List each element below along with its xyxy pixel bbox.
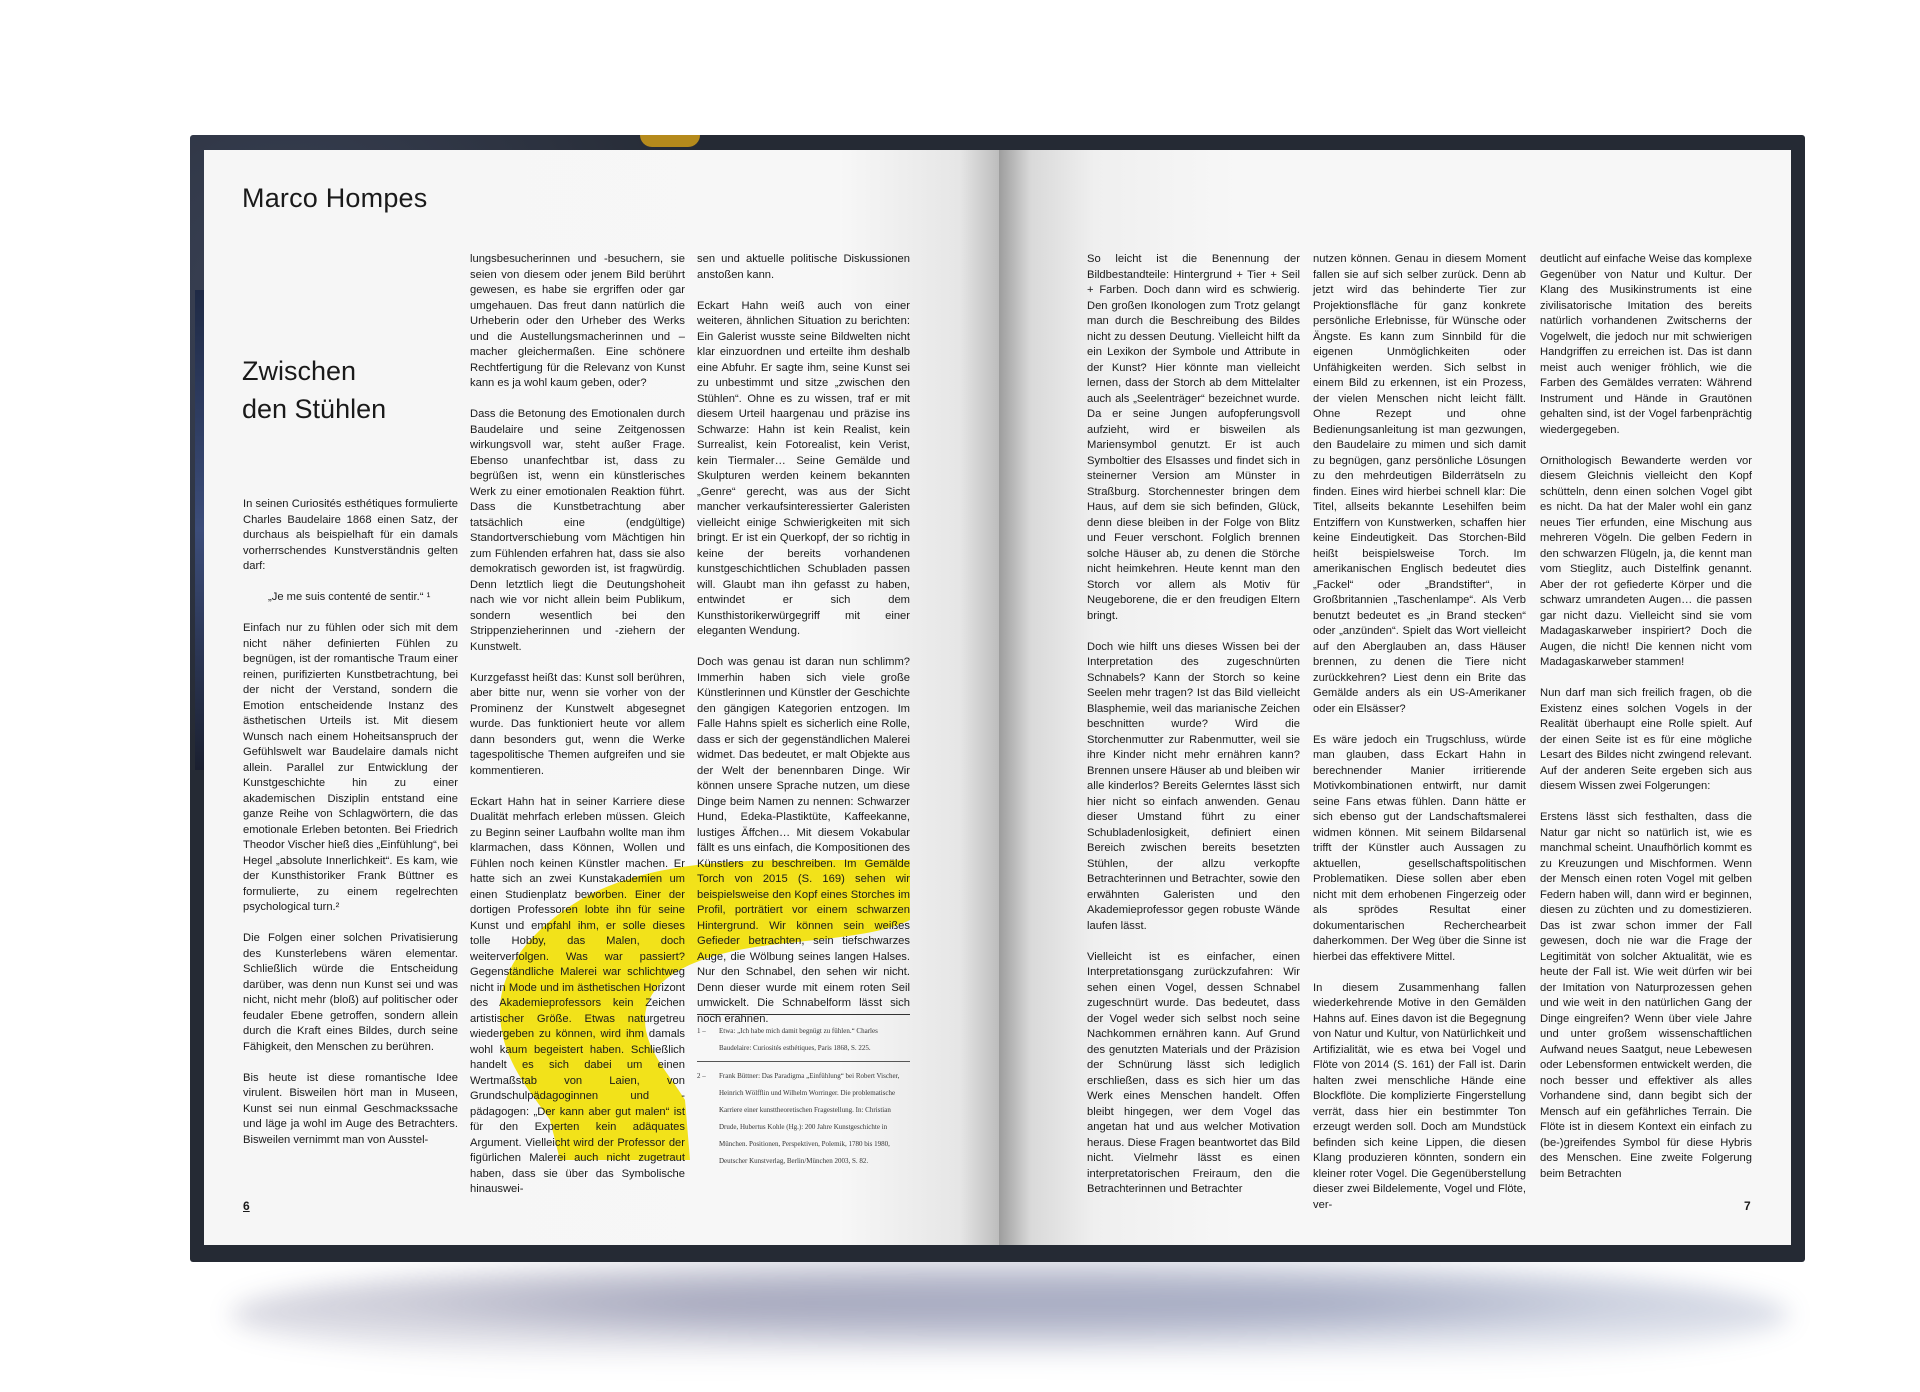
paragraph: In seinen Curiosités esthétiques formulierte Charles Baudelaire 1868 einen Satz, der durchaus als beispielhaft für ein damals vorherrschendes Kunstverständnis gelten darf:	[243, 498, 458, 572]
paragraph: Dass die Betonung des Emotionalen durch Baudelaire und seine Zeitgenossen wirkungsvoll war, steht außer Frage. Ebenso unanfechtbar ist, dass zu begrüßen ist, wenn ein künstlerisches Werk zu einer emotionalen Reaktion führt. Dass die Kunstbetrachtung aber tatsächlich eine (endgültige) Standortverschiebung vom Mächtigen hin zum Fühlenden erfahren hat, dass sie also demokratisch geworden ist, ist fragwürdig. Denn letztlich liegt die Deutungshoheit nach wie vor nicht allein beim Publikum, sondern wesentlich bei den Strippenzieherinnen und -ziehern der Kunstwelt.	[470, 408, 685, 653]
footnote-divider	[697, 1061, 910, 1062]
page-number-right: 7	[1744, 1199, 1751, 1213]
paragraph: Eckart Hahn hat in seiner Karriere diese Dualität mehrfach erleben müssen. Gleich zu Beginn seiner Laufbahn wollte man ihm klarmachen, dass Können, Wollen und Fühlen noch keinen Künstler machen. Er hatte sich an zwei Kunstakademien um einen Studienplatz beworben. Einer der dortigen Professoren lobte ihn für seine Kunst und empfahl ihm, er solle dieses tolle Hobby, das Malen, doch weiterverfolgen. Was war passiert? Gegenständliche Malerei war schlichtweg nicht in Mode und im ästhetischen Horizont des Akademieprofessors kein Zeichen artistischer Größe. Etwas naturgetreu wiedergeben zu können, wird ihm damals wohl kaum begeistert haben. Schließlich handelt es sich dabei um einen Wertmaßstab von Laien, von Grundschulpädagoginnen und -pädagogen: „Der kann aber gut malen“ ist für den Experten kein adäquates Argument. Vielleicht wird der Professor der figürlichen Malerei auch nicht zugetraut haben, dass sie über das Symbolische hinauswei-	[470, 795, 685, 1195]
paragraph: Bis heute ist diese romantische Idee virulent. Bisweilen hört man in Museen, Kunst sei nun einmal Geschmackssache und läge ja wohl im Auge des Betrachters. Bisweilen vernimmt man von Ausstel-	[243, 1071, 458, 1146]
paragraph: Kurzgefasst heißt das: Kunst soll berühren, aber bitte nur, wenn sie vorher von der Prominenz der Kunstwelt abgesegnet wurde. Das funktioniert heute vor allem dann besonders gut, wenn die Werke tagespolitische Themen aufgreifen und sie kommentieren.	[470, 671, 685, 777]
author-name: Marco Hompes	[242, 183, 428, 213]
footnote-rule	[697, 1014, 910, 1015]
text-column-4	[1087, 252, 1300, 1213]
footnote	[697, 1023, 910, 1057]
article-title	[242, 352, 386, 428]
text-column-2	[470, 252, 685, 1213]
title-line-2: den Stühlen	[242, 394, 387, 424]
page-number-left: 6	[243, 1199, 250, 1213]
paragraph: Nun darf man sich freilich fragen, ob die Existenz eines solchen Vogels in der Realität überhaupt eine Rolle spielt. Auf der einen Seite ist es für eine mögliche Lesart des Bildes nicht zwingend relevant. Auf der anderen Seite ergeben sich aus diesem Wissen zwei Folgerungen:	[1540, 687, 1752, 792]
book-shadow	[230, 1255, 1790, 1375]
text-column-3	[697, 252, 910, 1043]
footnote-number: 1 –	[697, 1027, 706, 1035]
paragraph: lungsbesucherinnen und -besuchern, sie seien von diesem oder jenem Bild berührt gewesen, es habe sie ergriffen oder gar umgehauen. Das freut dann natürlich die Urheberin oder den Urheber des Werks und die Austellungsmacherinnen und – macher gleichermaßen. Eine schönere Rechtfertigung für die Relevanz von Kunst kann es ja wohl kaum geben, oder?	[470, 253, 685, 389]
footnote-number: 2 –	[697, 1072, 706, 1080]
paragraph: deutlicht auf einfache Weise das komplexe Gegenüber von Natur und Kultur. Der Klang des Musikinstruments ist eine zivilisatorische Imitation des bereits natürlich vorhandenen Zwitscherns der Vogelwelt, die jedoch nur mit schwierigen Handgriffen zu erreichen ist. Das ist dann meist auch weniger fröhlich, wie die Farben des Gemäldes verraten: Während Instrument und Hände in Grautönen gehalten sind, ist der Vogel farbenprächtig wiedergegeben.	[1540, 253, 1752, 436]
paragraph: In diesem Zusammenhang fallen wiederkehrende Motive in den Gemälden Hahns auf. Eines davon ist die Begegnung von Natur und Kultur, von Natürlichkeit und Artifizialität, wie es etwa bei Vogel und Flöte von 2014 (S. 161) der Fall ist. Darin halten zwei menschliche Hände eine Blockflöte. Die komplizierte Fingerstellung verrät, dass hier ein bestimmter Ton erzeugt werden soll. Doch am Mundstück befinden sich keine Lippen, die diesen Klang produzieren könnten, sondern ein kleiner roter Vogel. Die Gegenüberstellung dieser zwei Bildelemente, Vogel und Flöte, ver-	[1313, 981, 1526, 1211]
cover-artwork-accent	[640, 135, 700, 147]
paragraph: Eckart Hahn weiß auch von einer weiteren, ähnlichen Situation zu berichten: Ein Galerist wusste seine Bildwelten nicht klar einzuordnen und erteilte ihm deshalb eine Abfuhr. Er sagte ihm, seine Kunst sei zu unbestimmt und sitze „zwischen den Stühlen“. Ohne es zu wissen, traf er mit diesem Urteil haargenau und präzise ins Schwarze: Hahn ist kein Realist, kein Surrealist, kein Fotorealist, kein Verist, kein Tiermaler… Seine Gemälde und Skulpturen werden keinem bekannten „Genre“ gerecht, was aus der Sicht mancher verkaufsinteressierter Galeristen vielleicht einige Schwierigkeiten mit sich bringt. Er ist ein Querkopf, der so richtig in keine der bereits vorhandenen kunstgeschichtlichen Schubladen passen will. Glaubt man ihn gefasst zu haben, entwindet er sich dem Kunsthistorikerwürgegriff mit einer eleganten Wendung.	[697, 299, 910, 637]
text-column-5	[1313, 252, 1526, 1229]
text-column-6	[1540, 252, 1752, 1198]
paragraph: Die Folgen einer solchen Privatisierung des Kunsterlebens wären elementar. Schließlich würde die Entscheidung darüber, was denn nun Kunst sei und was nicht, nicht mehr (bloß) auf politischer oder feudaler Ebene getroffen, sondern allein durch die Kraft eines Bildes, durch seine Fähigkeit, den Menschen zu berühren.	[243, 932, 458, 1053]
footnote	[697, 1068, 910, 1170]
paragraph: So leicht ist die Benennung der Bildbestandteile: Hintergrund + Tier + Seil + Farben. Doch dann wird es schwierig. Den großen Ikonologen zum Trotz gelangt man durch die Beschreibung des Bildes nicht zu dessen Deutung. Vielleicht hilft da ein Lexikon der Symbole und Attribute in der Kunst? Hier könnte man vielleicht lernen, dass der Storch ab dem Mittelalter auch als „Seelenträger“ bezeichnet wurde. Da er seine Jungen aufopferungsvoll aufzieht, wird er bisweilen als Mariensymbol genutzt. Er ist auch Symboltier des Elsasses und findet sich in steinerner Version am Münster in Straßburg. Storchennester bringen dem Haus, auf dem sie sich befinden, Glück, denn diese bleiben in der Folge von Blitz und Feuer verschont. Folglich brennen solche Häuser ab, zu denen die Störche nicht heimkehren. Heute kennt man den Storch vor allem als Motiv für Neugeborene, die er den freudigen Eltern bringt.	[1087, 253, 1300, 622]
title-line-1: Zwischen	[242, 356, 357, 386]
paragraph: nutzen können. Genau in diesem Moment fallen sie auf sich selber zurück. Denn ab jetzt wird das behinderte Tier zur Projektionsfläche für ganz konkrete persönliche Erlebnisse, für Wünsche oder Ängste. Es kann zum Sinnbild für die eigenen Unmöglichkeiten oder Unfähigkeiten werden. Sich selbst in einem Bild zu erkennen, ist ein Prozess, der vielen Menschen nicht leicht fällt. Ohne Rezept und ohne Bedienungsanleitung ist man gezwungen, den Baudelaire zu mimen und sich damit zu begnügen, ganz persönliche Lösungen zu den mehrdeutigen Bilderrätseln zu finden. Eines wird hierbei schnell klar: Die Titel, allseits bekannte Lesehilfen beim Entziffern von Kunstwerken, schaffen hier keine Eindeutigkeit. Das Storchen-Bild heißt beispielsweise Torch. Im amerikanischen Englisch bedeutet dies „Fackel“ oder „Brandstifter“, in Großbritannien „Taschenlampe“. Als Verb benutzt bedeutet es „in Brand stecken“ oder „anzünden“. Spielt das Wort vielleicht auf den Aberglauben an, dass Häuser brennen, zu denen die Tiere nicht zurückkehren? Liest denn ein Brite das Gemälde anders als ein US-Amerikaner oder ein Elsässer?	[1313, 253, 1526, 715]
paragraph: Erstens lässt sich festhalten, dass die Natur gar nicht so natürlich ist, wie es manchmal scheint. Unaufhörlich kommt es zu Kreuzungen und Mischformen. Wenn der Mensch einen roten Vogel mit gelben Federn haben will, dann wird er beginnen, diesen zu züchten und zu domestizieren. Das ist zwar schon immer der Fall gewesen, doch nie war die Frage der Legitimität von solcher Aktualität, wie es heute der Fall ist. Wie weit dürfen wir bei der Imitation von Naturprozessen gehen und wie weit in den natürlichen Gang der Dinge eingreifen? Wenn über viele Jahre und unter großem wissenschaftlichen Aufwand neues Saatgut, neue Lebewesen oder Lebensformen entwickelt werden, die noch besser und effektiver als alles Vorhandene sind, dann begibt sich der Mensch auf ein gefährliches Terrain. Die Flöte ist in diesem Kontext ein einfach zu (be-)greifendes Symbol für diese Hybris des Menschen. Eine zweite Folgerung beim Betrachten	[1540, 811, 1752, 1180]
paragraph: Einfach nur zu fühlen oder sich mit dem nicht näher definierten Fühlen zu begnügen, ist der romantische Traum einer reinen, purifizierten Kunstbetrachtung, bei der nicht der Verstand, sondern die Emotion entscheidende Instanz des ästhetischen Urteils ist. Mit diesem Wunsch nach einem Hoheitsanspruch der Gefühlswelt war Baudelaire damals nicht allein. Parallel zur Entwicklung der Kunstgeschichte hin zu einer akademischen Disziplin entstand eine ganze Reihe von Schlagwörtern, die das emotionale Erleben betonten. Bei Friedrich Theodor Vischer hieß dies „Einfühlung“, bei Hegel „absolute Innerlichkeit“. Es kam, wie der Kunsthistoriker Frank Büttner es formulierte, zu einem regelrechten psychological turn.²	[243, 622, 458, 913]
paragraph: Doch was genau ist daran nun schlimm? Immerhin haben sich viele große Künstlerinnen und Künstler der Geschichte den gängigen Kategorien entzogen. Im Falle Hahns spielt es sicherlich eine Rolle, dass er sich der gegenständlichen Malerei widmet. Das bedeutet, er malt Objekte aus der Welt der benennbaren Dinge. Wir können unsere Sprache nutzen, um diese Dinge beim Namen zu nennen: Schwarzer Hund, Edeka-Plastiktüte, Kaffeekanne, lustiges Äffchen… Mit diesem Vokabular fällt es uns einfach, die Kompositionen des Künstlers zu beschreiben. Im Gemälde Torch von 2015 (S. 169) sehen wir beispielsweise den Kopf eines Storches im Profil, porträtiert vor einem schwarzen Hintergrund. Wir können sein weißes Gefieder betrachten, sein tiefschwarzes Auge, die Wölbung seines langen Halses. Nur den Schnabel, den sehen wir nicht. Denn dieser wurde mit einem roten Seil umwickelt. Die Schnabelform lässt sich noch erahnen.	[697, 656, 910, 1025]
paragraph: Vielleicht ist es einfacher, einen Interpretationsgang zurückzufahren: Wir sehen einen Vogel, dessen Schnabel zugeschnürt wurde. Das bedeutet, dass der Vogel weder sich selbst noch seine Nachkommen ernähren kann. Auf Grund des genutzten Materials und der Präzision der Schnürung lässt sich lediglich erschließen, dass es sich hier um das Werk eines Menschen handelt. Offen bleibt hingegen, wer dem Vogel das angetan hat und aus welcher Motivation heraus. Diese Fragen beantwortet das Bild nicht. Vielmehr lässt es einen interpretatorischen Freiraum, den die Betrachterinnen und Betrachter	[1087, 950, 1300, 1195]
paragraph: Ornithologisch Bewanderte werden vor diesem Gleichnis vielleicht den Kopf schütteln, denn einen solchen Vogel gibt es nicht. Da hat der Maler wohl ein ganz neues Tier erfunden, eine Mischung aus mehreren Vögeln. Die gelben Federn in den schwarzen Flügeln, ja, die kennt man vom Stieglitz, auch Distelfink genannt. Aber der rot gefiederte Körper und die schwarz umrandeten Augen… die passen gar nicht dazu. Vielleicht sind sie vom Madagaskarweber inspiriert? Doch die Augen, die nicht! Die kennen nicht vom Madagaskarweber stammen!	[1540, 454, 1752, 668]
text-column-1	[243, 497, 458, 1164]
footnote-text: Frank Büttner: Das Paradigma „Einfühlung“ bei Robert Vischer, Heinrich Wölfflin und Wilhelm Worringer. Die problematische Karriere einer kunsttheoretischen Fragestellung. In: Christian Drude, Hubertus Kohle (Hg.): 200 Jahre Kunstgeschichte in München. Positionen, Perspektiven, Polemik, 1780 bis 1980, Deutscher Kunstverlag, Berlin/München 2003, S. 82.	[719, 1072, 900, 1165]
paragraph: Es wäre jedoch ein Trugschluss, würde man glauben, dass Eckart Hahn in berechnender Manier irritierende Motivkombinationen entwirft, nur damit seine Fans etwas fühlen. Dann hätte er sich ebenso gut der Landschaftsmalerei widmen können. Mit seinem Bildarsenal trifft der Künstler auch Aussagen zu aktuellen, gesellschaftspolitischen Problematiken. Diese sollen aber eben nicht mit dem erhobenen Fingerzeig oder als sprödes Resultat einer dokumentarischen Recherchearbeit daherkommen. Der Weg über die Sinne ist hierbei das effektivere Mittel.	[1313, 733, 1526, 963]
paragraph: sen und aktuelle politische Diskussionen anstoßen kann.	[697, 253, 910, 281]
paragraph: Doch wie hilft uns dieses Wissen bei der Interpretation des zugeschnürten Schnabels? Kann der Storch so keine Seelen mehr tragen? Ist das Bild vielleicht Blasphemie, weil das marianische Zeichen beschnitten wurde? Wird die Storchenmutter zur Rabenmutter, weil sie ihre Kinder nicht mehr ernähren kann? Brennen unsere Häuser ab und bleiben wir alle kinderlos? Bereits Gelerntes lässt sich hier nicht so einfach anwenden. Genau dieser Umstand führt zu einer Schubladenlosigkeit, definiert einen Bereich zwischen bereits besetzten Stühlen, der allzu verkopfte Betrachterinnen und Betrachter, sowie den erwähnten Galeristen und den Akademieprofessor gegen robuste Wände laufen lässt.	[1087, 640, 1300, 932]
footnote-text: Etwa: „Ich habe mich damit begnügt zu fühlen.“ Charles Baudelaire: Curiosités esthétiques, Paris 1868, S. 225.	[719, 1027, 878, 1052]
footnotes	[697, 1014, 910, 1170]
quote: „Je me suis contenté de sentir.“ ¹	[268, 591, 431, 603]
